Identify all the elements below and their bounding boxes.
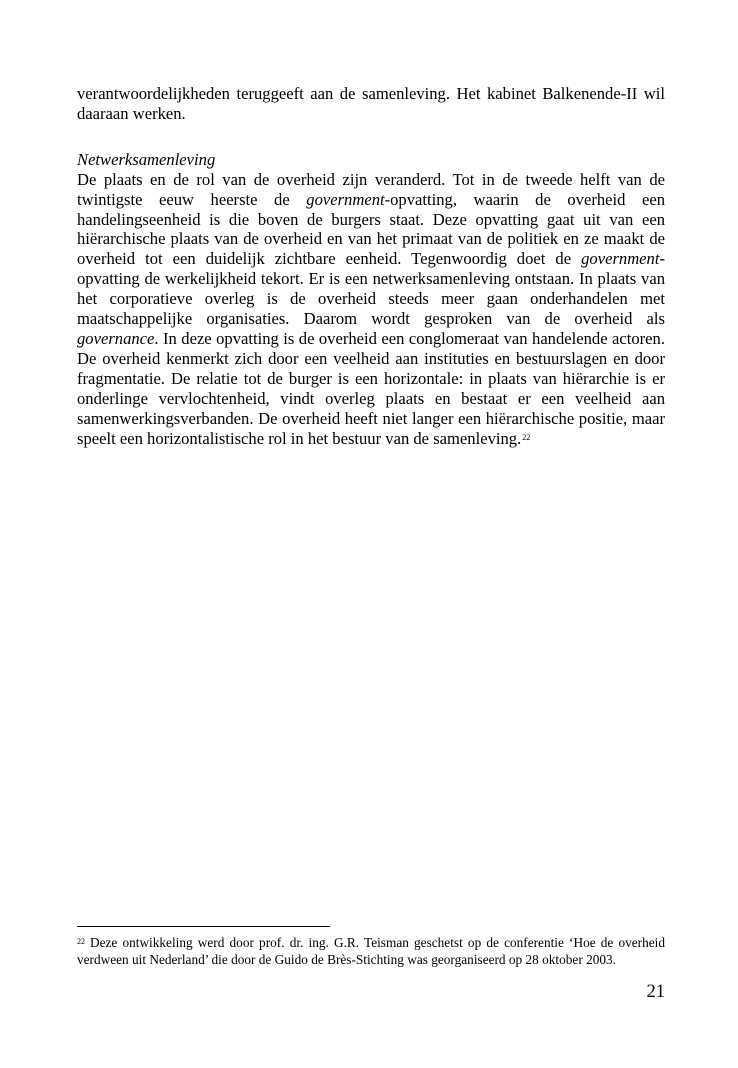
page-body [77, 84, 665, 448]
footnote-text: Deze ontwikkeling werd door prof. dr. ing. G.R. Teisman geschetst op de conferentie ‘Hoe de overheid verdween uit Nederland’ die door de Guido de Brès-Stichting was georganiseerd op 28 oktober 2003. [77, 935, 665, 967]
text-segment: De plaats en de rol van de overheid zijn veranderd. Tot in de tweede helft van de twintigste eeuw heerste de [77, 169, 665, 209]
section-heading: Netwerksamenleving [77, 149, 216, 169]
text-segment: . In deze opvatting is de overheid een conglomeraat van handelende actoren. De overheid kenmerkt zich door een veelheid aan instituties en bestuurslagen en door fragmentatie. De relatie tot de burger is een horizontale: in plaats van hiërarchie is er onderlinge vervlochtenheid, vindt overleg plaats en bestaat er een veelheid aan samenwerkingsverbanden. De overheid heeft niet langer een hiërarchische positie, maar speelt een horizontalistische rol in het bestuur van de samenleving. [77, 328, 665, 448]
footnote [77, 934, 665, 968]
paragraph-gap [77, 124, 665, 150]
text-segment-italic: governance [77, 328, 155, 348]
text-segment-italic: government [306, 189, 385, 209]
text-segment: -opvatting de werkelijkheid tekort. Er is een netwerksamenleving ontstaan. In plaats van het corporatieve overleg is de overheid steeds meer gaan onderhandelen met maatschappelijke organisaties. Daarom wordt gesproken van de overheid als [77, 249, 665, 329]
text-segment: -opvatting, waarin de overheid een handelingseenheid is die boven de burgers staat. Deze opvatting gaat uit van een hiërarchische plaats van de overheid en van het primaat van de politiek en ze maakt de overheid tot een duidelijk zichtbare eenheid. Tegenwoordig doet de [77, 189, 665, 269]
text-segment-italic: government [581, 249, 660, 269]
footnote-reference[interactable]: 22 [522, 432, 531, 442]
footnote-separator [77, 926, 330, 927]
section-paragraph [77, 170, 665, 449]
footnote-number: 22 [77, 937, 85, 946]
intro-paragraph: verantwoordelijkheden teruggeeft aan de samenleving. Het kabinet Balkenende-II wil daaraan werken. [77, 84, 665, 123]
page-number: 21 [646, 982, 665, 1002]
